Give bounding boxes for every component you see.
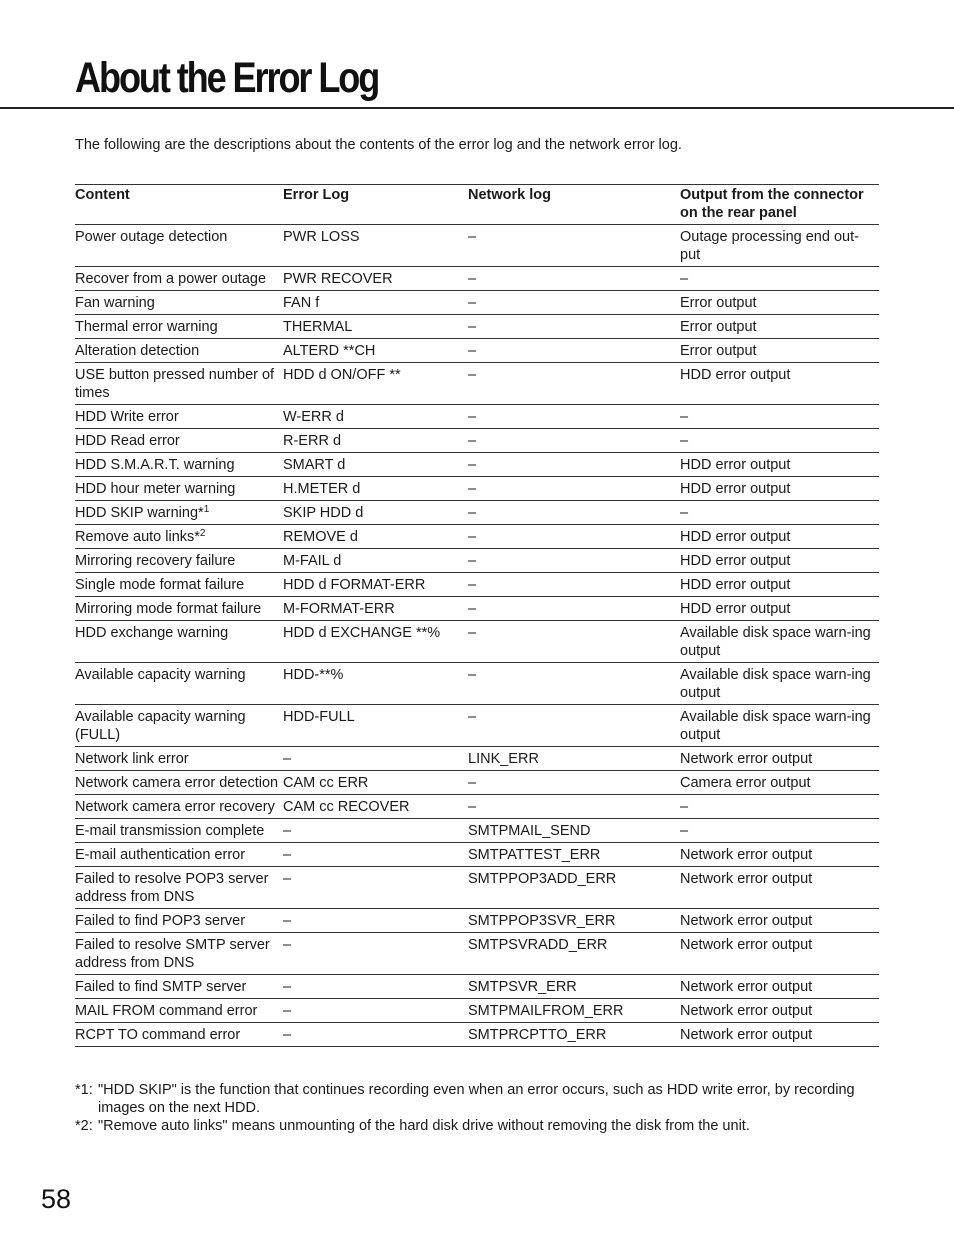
cell-network-log: – bbox=[468, 525, 680, 549]
footnote-mark: *1: bbox=[75, 1082, 93, 1098]
cell-error-log: M-FAIL d bbox=[283, 549, 468, 573]
cell-output: Network error output bbox=[680, 1023, 879, 1047]
cell-output: HDD error output bbox=[680, 525, 879, 549]
cell-error-log: HDD-**% bbox=[283, 663, 468, 705]
footnote-reference: 2 bbox=[199, 528, 206, 539]
cell-output: – bbox=[680, 267, 879, 291]
table-row bbox=[75, 975, 879, 999]
table-row bbox=[75, 225, 879, 267]
page-number: 58 bbox=[41, 1184, 72, 1214]
cell-output: Network error output bbox=[680, 867, 879, 909]
cell-error-log: SMART d bbox=[283, 453, 468, 477]
cell-network-log: – bbox=[468, 405, 680, 429]
cell-network-log: – bbox=[468, 453, 680, 477]
cell-error-log: – bbox=[283, 819, 468, 843]
cell-content: Single mode format failure bbox=[75, 573, 283, 597]
cell-content bbox=[75, 525, 283, 549]
cell-output: Network error output bbox=[680, 933, 879, 975]
table-row bbox=[75, 933, 879, 975]
header-network-log: Network log bbox=[468, 185, 680, 225]
cell-content-text: HDD SKIP warning* bbox=[75, 505, 204, 521]
cell-content: HDD S.M.A.R.T. warning bbox=[75, 453, 283, 477]
table-row bbox=[75, 747, 879, 771]
cell-output: – bbox=[680, 429, 879, 453]
cell-content: Fan warning bbox=[75, 291, 283, 315]
table-row bbox=[75, 525, 879, 549]
cell-network-log: SMTPRCPTTO_ERR bbox=[468, 1023, 680, 1047]
cell-network-log: – bbox=[468, 291, 680, 315]
cell-content: HDD hour meter warning bbox=[75, 477, 283, 501]
cell-error-log: CAM cc RECOVER bbox=[283, 795, 468, 819]
header-error-log: Error Log bbox=[283, 185, 468, 225]
table-row bbox=[75, 573, 879, 597]
cell-content: Failed to find SMTP server bbox=[75, 975, 283, 999]
cell-error-log: ALTERD **CH bbox=[283, 339, 468, 363]
cell-network-log: – bbox=[468, 225, 680, 267]
cell-network-log: – bbox=[468, 477, 680, 501]
footnote-text: "HDD SKIP" is the function that continues recording even when an error occurs, such as HDD write error, by recording images on the next HDD. bbox=[98, 1082, 855, 1116]
cell-network-log: – bbox=[468, 267, 680, 291]
cell-network-log: SMTPPOP3ADD_ERR bbox=[468, 867, 680, 909]
cell-output: – bbox=[680, 405, 879, 429]
cell-content: MAIL FROM command error bbox=[75, 999, 283, 1023]
footnotes bbox=[75, 1081, 875, 1135]
cell-output: Network error output bbox=[680, 999, 879, 1023]
cell-network-log: – bbox=[468, 705, 680, 747]
cell-content: Available capacity warning (FULL) bbox=[75, 705, 283, 747]
table-row bbox=[75, 429, 879, 453]
cell-network-log: – bbox=[468, 663, 680, 705]
cell-content: HDD exchange warning bbox=[75, 621, 283, 663]
cell-network-log: SMTPMAIL_SEND bbox=[468, 819, 680, 843]
table-row bbox=[75, 477, 879, 501]
cell-network-log: – bbox=[468, 621, 680, 663]
table-row bbox=[75, 771, 879, 795]
cell-output: – bbox=[680, 795, 879, 819]
cell-network-log: – bbox=[468, 549, 680, 573]
cell-content: USE button pressed number of times bbox=[75, 363, 283, 405]
cell-content: Mirroring mode format failure bbox=[75, 597, 283, 621]
cell-output: Error output bbox=[680, 315, 879, 339]
cell-content: RCPT TO command error bbox=[75, 1023, 283, 1047]
cell-error-log: PWR RECOVER bbox=[283, 267, 468, 291]
footnote-1 bbox=[75, 1081, 875, 1117]
cell-network-log: – bbox=[468, 315, 680, 339]
table-row bbox=[75, 621, 879, 663]
table-row bbox=[75, 315, 879, 339]
cell-error-log: THERMAL bbox=[283, 315, 468, 339]
cell-content: HDD Read error bbox=[75, 429, 283, 453]
cell-content: Failed to find POP3 server bbox=[75, 909, 283, 933]
cell-error-log: – bbox=[283, 843, 468, 867]
table-row bbox=[75, 843, 879, 867]
cell-network-log: SMTPPOP3SVR_ERR bbox=[468, 909, 680, 933]
cell-error-log: M-FORMAT-ERR bbox=[283, 597, 468, 621]
table-row bbox=[75, 267, 879, 291]
cell-error-log: SKIP HDD d bbox=[283, 501, 468, 525]
cell-content: E-mail authentication error bbox=[75, 843, 283, 867]
cell-error-log: – bbox=[283, 1023, 468, 1047]
cell-network-log: – bbox=[468, 429, 680, 453]
cell-output: Network error output bbox=[680, 843, 879, 867]
cell-output: Available disk space warn-ing output bbox=[680, 621, 879, 663]
cell-error-log: R-ERR d bbox=[283, 429, 468, 453]
table-row bbox=[75, 405, 879, 429]
cell-network-log: – bbox=[468, 795, 680, 819]
cell-output: HDD error output bbox=[680, 597, 879, 621]
table-row bbox=[75, 339, 879, 363]
title-divider bbox=[0, 107, 954, 109]
table-row bbox=[75, 795, 879, 819]
cell-output: HDD error output bbox=[680, 573, 879, 597]
page-title: About the Error Log bbox=[75, 54, 379, 102]
cell-output: Available disk space warn-ing output bbox=[680, 663, 879, 705]
intro-paragraph: The following are the descriptions about the contents of the error log and the network error log. bbox=[75, 137, 682, 153]
cell-output: Error output bbox=[680, 291, 879, 315]
cell-network-log: SMTPSVR_ERR bbox=[468, 975, 680, 999]
table-row bbox=[75, 363, 879, 405]
cell-content: Power outage detection bbox=[75, 225, 283, 267]
table-row bbox=[75, 597, 879, 621]
table-row bbox=[75, 1023, 879, 1047]
cell-network-log: SMTPMAILFROM_ERR bbox=[468, 999, 680, 1023]
cell-content: Failed to resolve POP3 server address from DNS bbox=[75, 867, 283, 909]
table-header-row bbox=[75, 185, 879, 225]
cell-network-log: SMTPSVRADD_ERR bbox=[468, 933, 680, 975]
cell-network-log: – bbox=[468, 573, 680, 597]
cell-output: HDD error output bbox=[680, 453, 879, 477]
cell-output: – bbox=[680, 819, 879, 843]
cell-error-log: REMOVE d bbox=[283, 525, 468, 549]
cell-content: Network camera error detection bbox=[75, 771, 283, 795]
cell-error-log: – bbox=[283, 975, 468, 999]
cell-output: Error output bbox=[680, 339, 879, 363]
cell-content: Mirroring recovery failure bbox=[75, 549, 283, 573]
cell-content: Alteration detection bbox=[75, 339, 283, 363]
cell-content: HDD Write error bbox=[75, 405, 283, 429]
table-row bbox=[75, 549, 879, 573]
cell-error-log: HDD-FULL bbox=[283, 705, 468, 747]
cell-error-log: – bbox=[283, 867, 468, 909]
cell-content: Available capacity warning bbox=[75, 663, 283, 705]
table-row bbox=[75, 999, 879, 1023]
cell-error-log: PWR LOSS bbox=[283, 225, 468, 267]
cell-network-log: – bbox=[468, 363, 680, 405]
cell-network-log: – bbox=[468, 501, 680, 525]
cell-content: Network link error bbox=[75, 747, 283, 771]
cell-content: Network camera error recovery bbox=[75, 795, 283, 819]
cell-output: Network error output bbox=[680, 975, 879, 999]
cell-network-log: – bbox=[468, 597, 680, 621]
cell-error-log: FAN f bbox=[283, 291, 468, 315]
cell-content: Failed to resolve SMTP server address from DNS bbox=[75, 933, 283, 975]
cell-output: Outage processing end out-put bbox=[680, 225, 879, 267]
error-log-table-body bbox=[75, 225, 879, 1047]
table-row bbox=[75, 867, 879, 909]
cell-output: HDD error output bbox=[680, 363, 879, 405]
table-row bbox=[75, 663, 879, 705]
cell-content-text: Remove auto links* bbox=[75, 529, 200, 545]
cell-network-log: SMTPATTEST_ERR bbox=[468, 843, 680, 867]
cell-network-log: – bbox=[468, 339, 680, 363]
cell-error-log: – bbox=[283, 999, 468, 1023]
table-row bbox=[75, 909, 879, 933]
table-row bbox=[75, 453, 879, 477]
cell-output: Network error output bbox=[680, 747, 879, 771]
cell-error-log: H.METER d bbox=[283, 477, 468, 501]
table-row bbox=[75, 501, 879, 525]
error-log-table bbox=[75, 184, 879, 1047]
cell-error-log: – bbox=[283, 933, 468, 975]
cell-error-log: CAM cc ERR bbox=[283, 771, 468, 795]
cell-error-log: HDD d ON/OFF ** bbox=[283, 363, 468, 405]
cell-error-log: – bbox=[283, 747, 468, 771]
footnote-text: "Remove auto links" means unmounting of the hard disk drive without removing the disk from the unit. bbox=[98, 1118, 750, 1134]
cell-output: HDD error output bbox=[680, 549, 879, 573]
table-row bbox=[75, 705, 879, 747]
cell-error-log: – bbox=[283, 909, 468, 933]
cell-content: Recover from a power outage bbox=[75, 267, 283, 291]
cell-network-log: – bbox=[468, 771, 680, 795]
header-content: Content bbox=[75, 185, 283, 225]
table-row bbox=[75, 291, 879, 315]
footnote-reference: 1 bbox=[203, 504, 210, 515]
cell-content: E-mail transmission complete bbox=[75, 819, 283, 843]
cell-content bbox=[75, 501, 283, 525]
cell-output: HDD error output bbox=[680, 477, 879, 501]
footnote-2 bbox=[75, 1117, 875, 1135]
cell-output: – bbox=[680, 501, 879, 525]
footnote-mark: *2: bbox=[75, 1118, 93, 1134]
cell-error-log: W-ERR d bbox=[283, 405, 468, 429]
cell-content: Thermal error warning bbox=[75, 315, 283, 339]
header-output: Output from the connector on the rear panel bbox=[680, 185, 879, 225]
table-row bbox=[75, 819, 879, 843]
cell-output: Network error output bbox=[680, 909, 879, 933]
cell-network-log: LINK_ERR bbox=[468, 747, 680, 771]
cell-error-log: HDD d FORMAT-ERR bbox=[283, 573, 468, 597]
cell-output: Available disk space warn-ing output bbox=[680, 705, 879, 747]
cell-output: Camera error output bbox=[680, 771, 879, 795]
cell-error-log: HDD d EXCHANGE **% bbox=[283, 621, 468, 663]
